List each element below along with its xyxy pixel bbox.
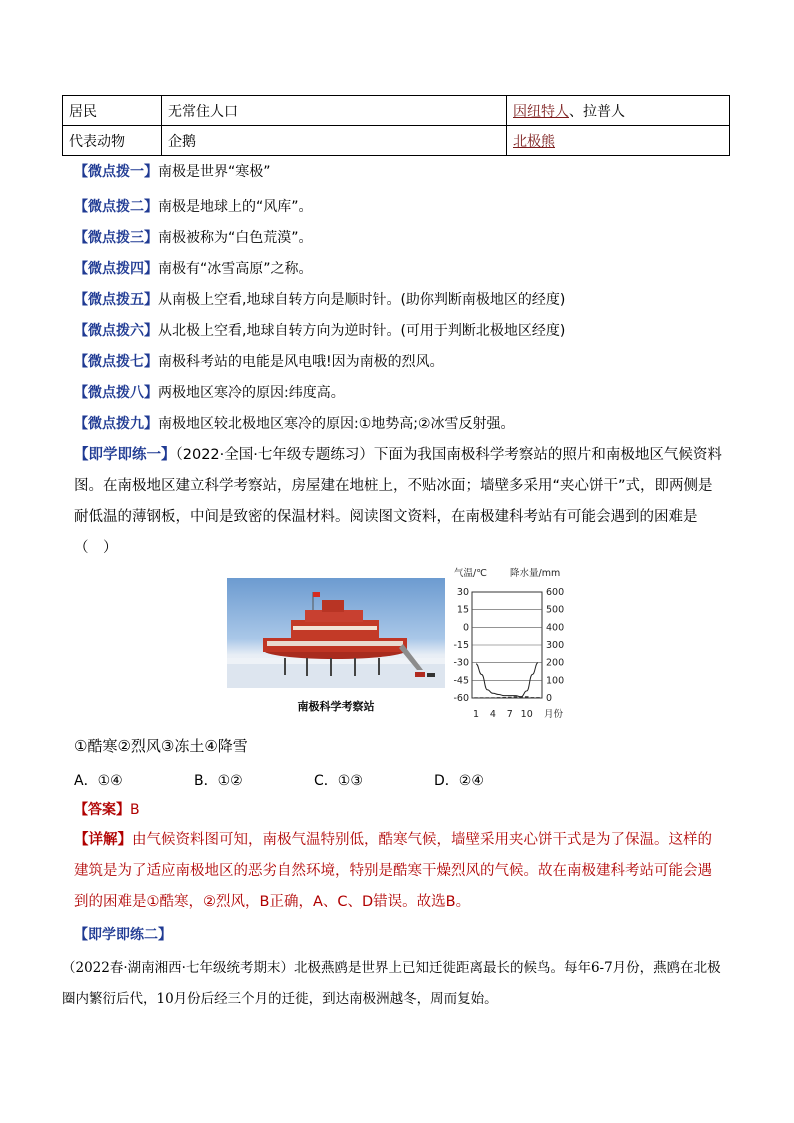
exercise1-tag: 【即学即练一】 bbox=[74, 447, 176, 463]
tip-text: 从南极上空看,地球自转方向是顺时针。(助你判断南极地区的经度) bbox=[158, 292, 566, 308]
exercise2-tag: 【即学即练二】 bbox=[74, 927, 172, 943]
precipitation-bar bbox=[536, 697, 540, 698]
left-tick-label: 30 bbox=[456, 587, 469, 598]
tip-tag: 【微点拨八】 bbox=[74, 385, 158, 401]
left-tick-label: -60 bbox=[453, 693, 469, 704]
x-tick-labels bbox=[473, 708, 564, 720]
detail-paragraph bbox=[74, 825, 724, 918]
tip-tag: 【微点拨二】 bbox=[74, 199, 158, 215]
tip-line bbox=[74, 352, 444, 372]
detail-tag: 【详解】 bbox=[74, 832, 132, 848]
table-cell: 居民 bbox=[63, 96, 162, 126]
tip-tag: 【微点拨六】 bbox=[74, 323, 158, 339]
answer-options bbox=[74, 770, 554, 790]
comparison-table bbox=[62, 95, 730, 156]
tip-tag: 【微点拨七】 bbox=[74, 354, 158, 370]
right-tick-label: 400 bbox=[546, 622, 565, 634]
option-a[interactable]: A．①④ bbox=[74, 773, 123, 789]
tip-line bbox=[74, 259, 313, 279]
precipitation-bar bbox=[502, 697, 506, 698]
detail-text: 由气候资料图可知，南极气温特别低，酷寒气候，墙壁采用夹心饼干式是为了保温。这样的建筑是为了适应南极地区的恶劣自然环境，特别是酷寒干燥烈风的气候。故在南极建科考站可能会遇到的困难是①酷寒，②烈风，B正确，A、C、D错误。故选B。 bbox=[74, 832, 712, 910]
right-axis-label: 降水量/mm bbox=[510, 568, 561, 579]
x-tick-label: 4 bbox=[489, 709, 496, 720]
precipitation-bar bbox=[514, 696, 518, 698]
tip-line bbox=[74, 197, 313, 217]
x-tick-label: 10 bbox=[520, 709, 533, 720]
climate-chart bbox=[450, 566, 580, 726]
tip-tag: 【微点拨三】 bbox=[74, 230, 158, 246]
x-tick-label: 7 bbox=[506, 709, 513, 720]
left-tick-label: 15 bbox=[456, 604, 469, 616]
research-station-photo bbox=[227, 578, 445, 688]
right-tick-labels bbox=[546, 587, 564, 704]
left-tick-labels bbox=[453, 587, 469, 704]
tip-text: 南极科考站的电能是风电哦!因为南极的烈风。 bbox=[158, 354, 444, 370]
answer-tag: 【答案】 bbox=[74, 802, 130, 818]
left-axis-label: 气温/℃ bbox=[454, 568, 487, 579]
right-tick-label: 0 bbox=[546, 693, 553, 704]
link-inuit[interactable]: 因纽特人 bbox=[513, 103, 569, 120]
table-row bbox=[63, 96, 730, 126]
left-tick-label: -30 bbox=[453, 657, 469, 669]
tip-text: 南极被称为“白色荒漠”。 bbox=[158, 230, 313, 246]
precipitation-bar bbox=[480, 697, 484, 698]
tip-text: 南极有“冰雪高原”之称。 bbox=[158, 261, 313, 277]
precipitation-bar bbox=[525, 696, 529, 698]
right-tick-label: 300 bbox=[546, 640, 565, 651]
exercise2-heading bbox=[74, 925, 172, 945]
left-tick-label: 0 bbox=[462, 622, 469, 634]
tip-tag: 【微点拨九】 bbox=[74, 416, 158, 432]
tip-line bbox=[74, 162, 271, 182]
tip-text: 两极地区寒冷的原因:纬度高。 bbox=[158, 385, 345, 401]
answer-value: B bbox=[130, 802, 140, 818]
tip-line bbox=[74, 383, 345, 403]
tip-line bbox=[74, 290, 565, 310]
precipitation-bar bbox=[497, 697, 501, 698]
option-d[interactable]: D．②④ bbox=[434, 773, 484, 789]
tip-text: 南极地区较北极地区寒冷的原因:①地势高;②冰雪反射强。 bbox=[158, 416, 515, 432]
left-tick-label: -15 bbox=[453, 640, 469, 651]
precipitation-bar bbox=[531, 697, 535, 698]
precipitation-bar bbox=[474, 697, 478, 698]
text-lapps: 、拉普人 bbox=[569, 103, 625, 120]
table-cell: 无常住人口 bbox=[162, 96, 507, 126]
precipitation-bar bbox=[491, 697, 495, 698]
left-tick-label: -45 bbox=[453, 675, 469, 687]
option-c[interactable]: C．①③ bbox=[314, 773, 363, 789]
table-cell bbox=[507, 126, 730, 156]
tip-text: 南极是世界“寒极” bbox=[158, 164, 271, 180]
precipitation-bar bbox=[508, 697, 512, 698]
items-line: ①酷寒②烈风③冻土④降雪 bbox=[74, 737, 248, 755]
precipitation-bar bbox=[485, 697, 489, 698]
table-cell: 企鹅 bbox=[162, 126, 507, 156]
tip-text: 从北极上空看,地球自转方向为逆时针。(可用于判断北极地区经度) bbox=[158, 323, 566, 339]
chart-grid bbox=[472, 610, 542, 681]
tip-line bbox=[74, 228, 313, 248]
tip-tag: 【微点拨一】 bbox=[74, 164, 158, 180]
research-station-illustration bbox=[227, 578, 445, 688]
link-polar-bear[interactable]: 北极熊 bbox=[513, 133, 555, 150]
exercise1-text: （2022·全国·七年级专题练习）下面为我国南极科学考察站的照片和南极地区气候资料图。在南极地区建立科学考察站，房屋建在地桩上，不贴冰面；墙壁多采用“夹心饼干”式，即两侧是耐低温的薄钢板，中间是致密的保温材料。阅读图文资料，在南极建科考站有可能会遇到的困难是（ ） bbox=[74, 447, 722, 556]
table-row bbox=[63, 126, 730, 156]
tip-text: 南极是地球上的“风库”。 bbox=[158, 199, 313, 215]
tip-tag: 【微点拨五】 bbox=[74, 292, 158, 308]
temperature-line bbox=[476, 663, 538, 697]
right-tick-label: 600 bbox=[546, 587, 565, 598]
photo-caption: 南极科学考察站 bbox=[297, 700, 375, 713]
table-cell: 代表动物 bbox=[63, 126, 162, 156]
right-tick-label: 500 bbox=[546, 604, 565, 616]
exercise1-question bbox=[74, 440, 724, 564]
x-unit-label: 月份 bbox=[544, 709, 564, 720]
x-tick-label: 1 bbox=[472, 709, 480, 720]
tip-tag: 【微点拨四】 bbox=[74, 261, 158, 277]
option-b[interactable]: B．①② bbox=[194, 773, 243, 789]
exercise2-text: （2022春·湖南湘西·七年级统考期末）北极燕鸥是世界上已知迁徙距离最长的候鸟。每年6-7月份，燕鸥在北极圈内繁衍后代，10月份后经三个月的迁徙，到达南极洲越冬，周而复始。 bbox=[62, 960, 721, 1007]
tip-line bbox=[74, 414, 515, 434]
table-cell bbox=[507, 96, 730, 126]
answer-line bbox=[74, 800, 140, 820]
tip-line bbox=[74, 321, 565, 341]
right-tick-label: 100 bbox=[546, 675, 565, 687]
right-tick-label: 200 bbox=[546, 657, 565, 669]
